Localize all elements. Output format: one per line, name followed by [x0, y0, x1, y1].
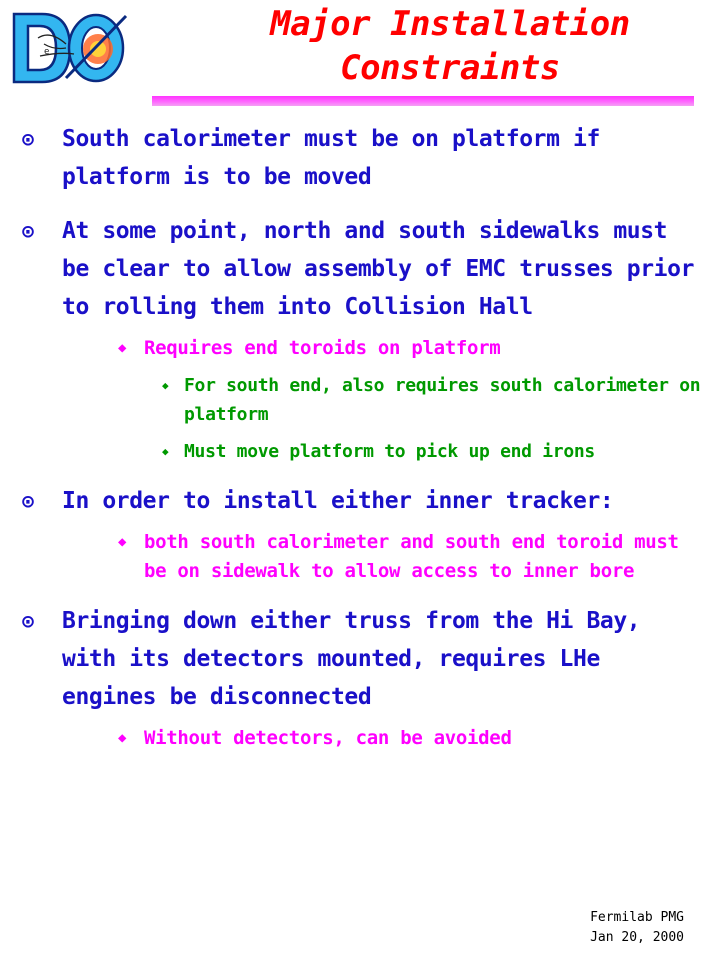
circle-dot-bullet-icon: ⊙: [22, 219, 35, 243]
title-line-1: Major Installation: [270, 4, 630, 44]
sub-sub-bullet-text: For south end, also requires south calorimeter on platform: [184, 375, 701, 425]
sub-bullet: [62, 528, 702, 586]
small-diamond-bullet-icon: ◆: [162, 379, 169, 392]
footer-date: Jan 20, 2000: [590, 930, 684, 945]
diamond-bullet-icon: ◆: [118, 340, 127, 356]
footer-org: Fermilab PMG: [590, 910, 684, 925]
sub-sub-bullet-text: Must move platform to pick up end irons: [184, 441, 595, 462]
sub-bullet-text: Without detectors, can be avoided: [144, 727, 512, 749]
diamond-bullet-icon: ◆: [118, 534, 127, 550]
sub-bullet-text: both south calorimeter and south end toroid must be on sidewalk to allow access to inner bore: [144, 531, 679, 582]
d0-logo-graphic: [14, 14, 126, 82]
small-diamond-bullet-icon: ◆: [162, 445, 169, 458]
bullet-text: Bringing down either truss from the Hi Bay, with its detectors mounted, requires LHe engines be disconnected: [62, 608, 641, 710]
slide-footer: [590, 908, 684, 948]
sub-bullet: [62, 334, 702, 363]
slide-title: [200, 2, 700, 90]
bullet-text: At some point, north and south sidewalks must be clear to allow assembly of EMC trusses prior to rolling them into Collision Hall: [62, 218, 695, 320]
bullet-text: In order to install either inner tracker:: [62, 488, 614, 514]
diamond-bullet-icon: ◆: [118, 730, 127, 746]
d0-logo: [8, 8, 130, 88]
bullet-4: [22, 602, 702, 753]
title-divider: [152, 96, 694, 106]
bullet-text: South calorimeter must be on platform if platform is to be moved: [62, 126, 600, 190]
title-line-2: Constraints: [340, 48, 560, 88]
bullet-3: [22, 482, 702, 586]
slide-body: [22, 120, 702, 769]
circle-dot-bullet-icon: ⊙: [22, 609, 35, 633]
sub-bullet-text: Requires end toroids on platform: [144, 337, 501, 359]
bullet-2: [22, 212, 702, 466]
bullet-1: [22, 120, 702, 196]
sub-sub-bullet: [62, 371, 702, 429]
circle-dot-bullet-icon: ⊙: [22, 127, 35, 151]
circle-dot-bullet-icon: ⊙: [22, 489, 35, 513]
svg-text:e: e: [44, 47, 50, 57]
sub-sub-bullet: [62, 437, 702, 466]
sub-bullet: [62, 724, 702, 753]
